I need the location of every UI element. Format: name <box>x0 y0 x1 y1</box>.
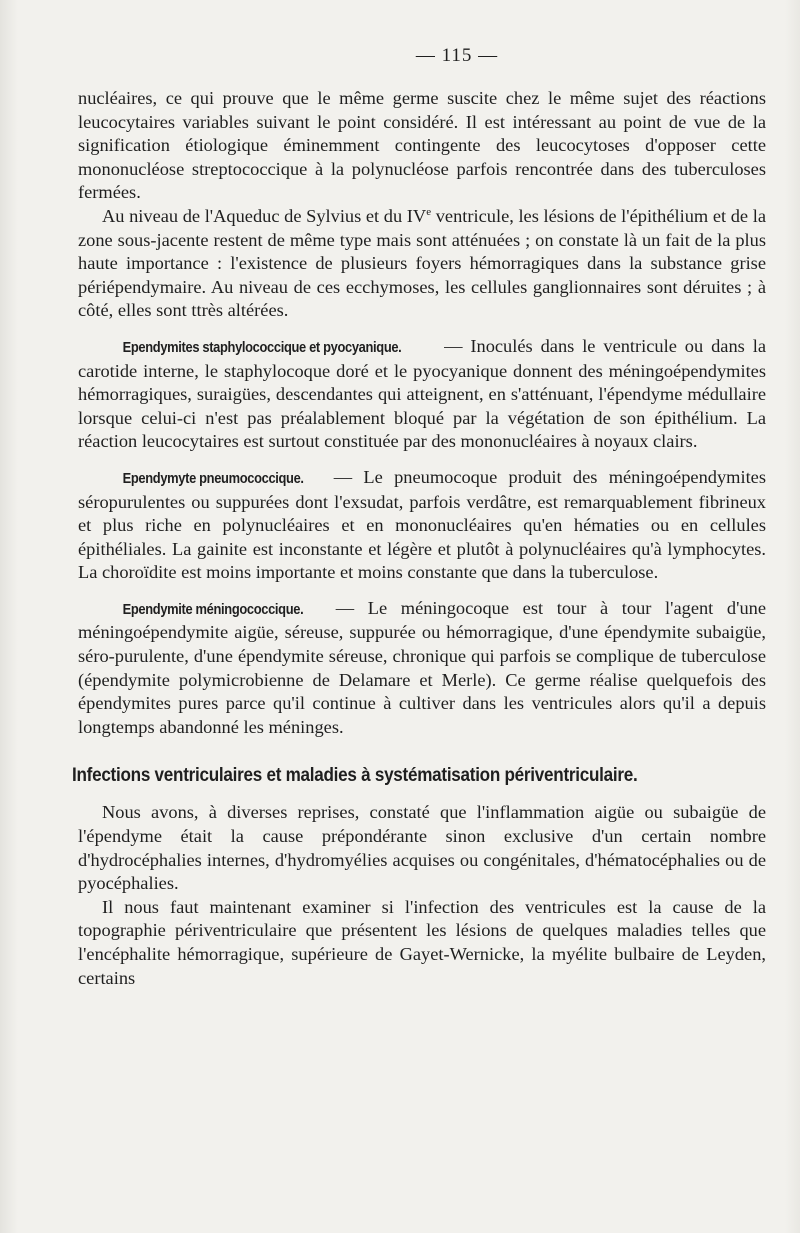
paragraph-7: Il nous faut maintenant examiner si l'infection des ventricules est la cause de la topographie périventriculaire que présentent les lésions de quelques maladies telles que l'encéphalite hémorragique, supérieure de Gayet-Wernicke, la myélite bulbaire de Leyden, certains <box>78 896 766 988</box>
paragraph-staphylococcique-body: — Inoculés dans le ventricule ou dans la carotide interne, le staphylocoque doré et le pyocyanique donnent des méningoépendymites hémorragiques, suraigües, descendantes qui atteignent, en s'atténuant, l'épendyme médullaire lorsque celui-ci n'est pas préalablement bloqué par la végétation de son épithélium. La réaction leucocytaires est surtout constituée par des mononucléaires à noyaux clairs. <box>78 335 766 452</box>
run-in-heading-pneumococcique: Ependymyte pneumococcique. <box>122 469 304 487</box>
paragraph-2-end: ventricule, les lésions de l'épithélium et de la zone sous-jacente restent de même type mais sont atténuées ; on constate là un fait de la plus haute importance : l'existence de plusieurs foyers hémorragiques dans la substance grise périépendymaire. Au niveau de ces ecchymoses, les cellules ganglionnaires sont déruites ; à côté, elles sont ttrès altérées. <box>78 205 766 321</box>
paragraph-1: nucléaires, ce qui prouve que le même germe suscite chez le même sujet des réactions leucocytaires variables suivant le point considéré. Il est intéressant au point de vue de la signification étiologique éminemment contingente des leucocytoses d'opposer cette mononucléose streptococcique à la polynucléose parfois rencontrée dans des tuberculoses fermées. <box>78 88 766 203</box>
paragraph-meningococcique-body: — Le méningocoque est tour à tour l'agent d'une méningoépendymite aigüe, séreuse, suppurée ou hémorragique, d'une épendymite subaigüe, séro-purulente, d'une épendymite séreuse, chronique qui parfois se complique de tuberculose (épendymite polymicrobienne de Delamare et Merle). Ce germe réalise quelquefois des épendymites pures parce qu'il continue à cultiver dans les ventricules alors qu'il a depuis longtemps abandonné les méninges. <box>78 597 766 737</box>
paragraph-2 <box>78 205 766 323</box>
paragraph-pneumococcique-body: — Le pneumocoque produit des méningoépendymites séropurulentes ou suppurées dont l'exsudat, parfois verdâtre, est remarquablement fibrineux et plus riche en polynucléaires et en mononucléaires qu'en hématies ou en cellules épithéliales. La gainite est inconstante et légère et plutôt à polynucléaires qu'à lymphocytes. La choroïdite est moins importante et moins constante que dans la tuberculose. <box>78 466 766 583</box>
page-number: — 115 — <box>415 45 499 66</box>
paragraph-6: Nous avons, à diverses reprises, constaté que l'inflammation aigüe ou subaigüe de l'épendyme était la cause prépondérante sinon exclusive d'un certain nombre d'hydrocéphalies internes, d'hydromyélies acquises ou congénitales, d'hématocéphalies ou de pyocéphalies. <box>78 802 766 894</box>
paragraph-pneumococcique <box>78 466 766 585</box>
run-in-heading-meningococcique: Ependymite méningococcique. <box>122 600 304 618</box>
paragraph-meningococcique <box>78 597 766 740</box>
superscript-e: e <box>426 205 432 218</box>
paragraph-staphylococcique <box>78 335 766 454</box>
run-in-heading-staphylococcique: Ependymites staphylococcique et pyocyanique. <box>122 338 402 356</box>
paragraph-2-start: Au niveau de l'Aqueduc de Sylvius et du IV <box>102 205 427 226</box>
section-heading: Infections ventriculaires et maladies à systématisation périventriculaire. <box>72 765 638 787</box>
body-text <box>72 87 766 990</box>
